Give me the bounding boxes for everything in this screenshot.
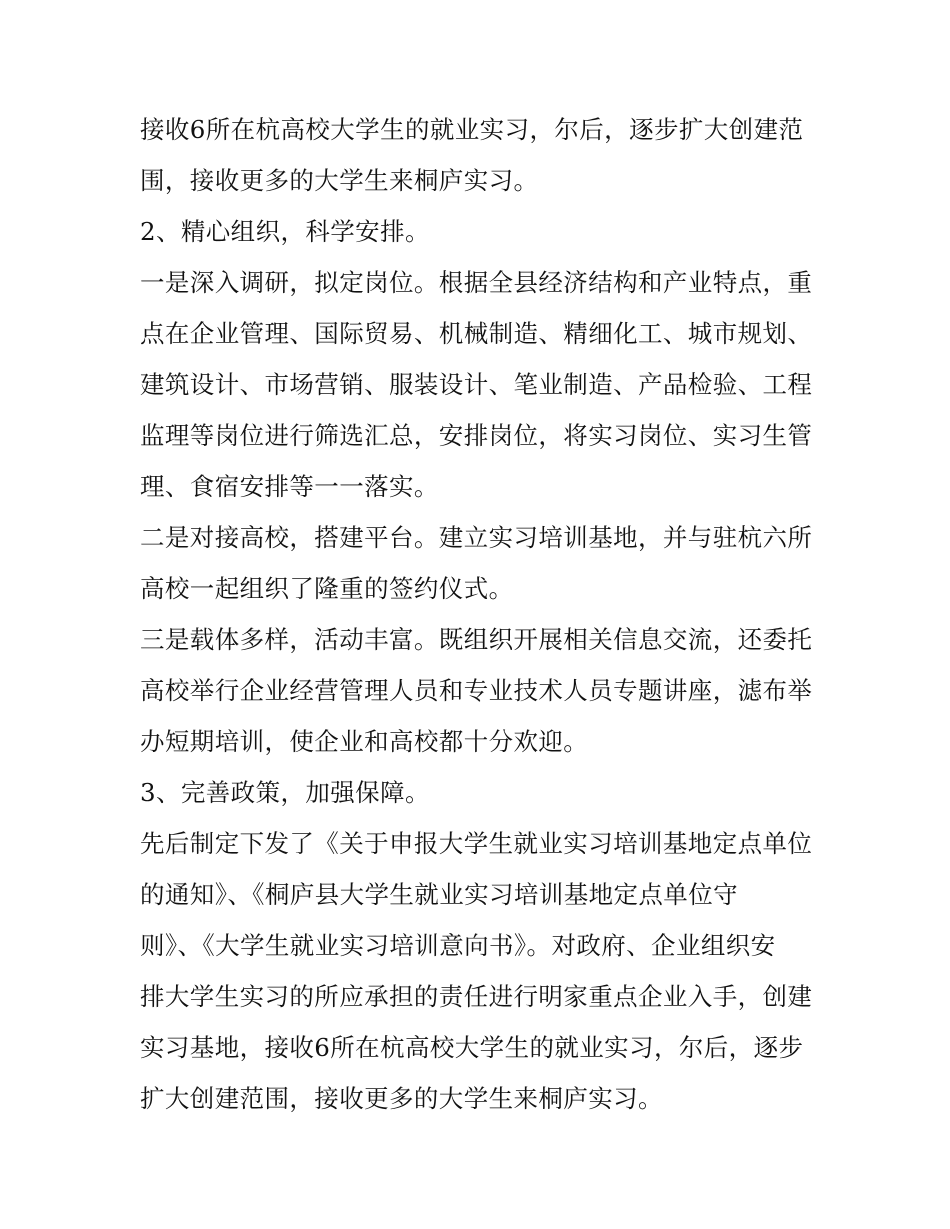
- section-heading-2: 2、精心组织，科学安排。: [140, 217, 430, 246]
- section-heading-3: 3、完善政策，加强保障。: [140, 778, 430, 807]
- text-line-17: 则》、《大学生就业实习培训意向书》。对政府、企业组织安: [140, 931, 776, 960]
- text-line-15: 先后制定下发了《关于申报大学生就业实习培训基地定点单位: [140, 829, 813, 858]
- text-line-2: 围，接收更多的大学生来桐庐实习。: [140, 166, 539, 195]
- document-body: [140, 104, 820, 1124]
- text-line-16: 的通知》、《桐庐县大学生就业实习培训基地定点单位守: [140, 880, 738, 909]
- text-line-1: 接收6所在杭高校大学生的就业实习，尔后，逐步扩大创建范: [140, 115, 804, 144]
- text-line-18: 排大学生实习的所应承担的责任进行明家重点企业入手，创建: [140, 982, 813, 1011]
- text-line-13: 办短期培训，使企业和高校都十分欢迎。: [140, 727, 589, 756]
- text-line-10: 高校一起组织了隆重的签约仪式。: [140, 574, 514, 603]
- text-line-8: 理、食宿安排等一一落实。: [140, 472, 439, 501]
- text-line-11: 三是载体多样，活动丰富。既组织开展相关信息交流，还委托: [140, 625, 813, 654]
- text-line-7: 监理等岗位进行筛选汇总，安排岗位，将实习岗位、实习生管: [140, 421, 813, 450]
- text-line-19: 实习基地，接收6所在杭高校大学生的就业实习，尔后，逐步: [140, 1033, 804, 1062]
- text-line-4: 一是深入调研，拟定岗位。根据全县经济结构和产业特点，重: [140, 268, 813, 297]
- text-line-9: 二是对接高校，搭建平台。建立实习培训基地，并与驻杭六所: [140, 523, 813, 552]
- text-line-12: 高校举行企业经营管理人员和专业技术人员专题讲座，滤布举: [140, 676, 813, 705]
- text-line-5: 点在企业管理、国际贸易、机械制造、精细化工、城市规划、: [140, 319, 813, 348]
- text-line-20: 扩大创建范围，接收更多的大学生来桐庐实习。: [140, 1084, 663, 1113]
- text-line-6: 建筑设计、市场营销、服装设计、笔业制造、产品检验、工程: [140, 370, 813, 399]
